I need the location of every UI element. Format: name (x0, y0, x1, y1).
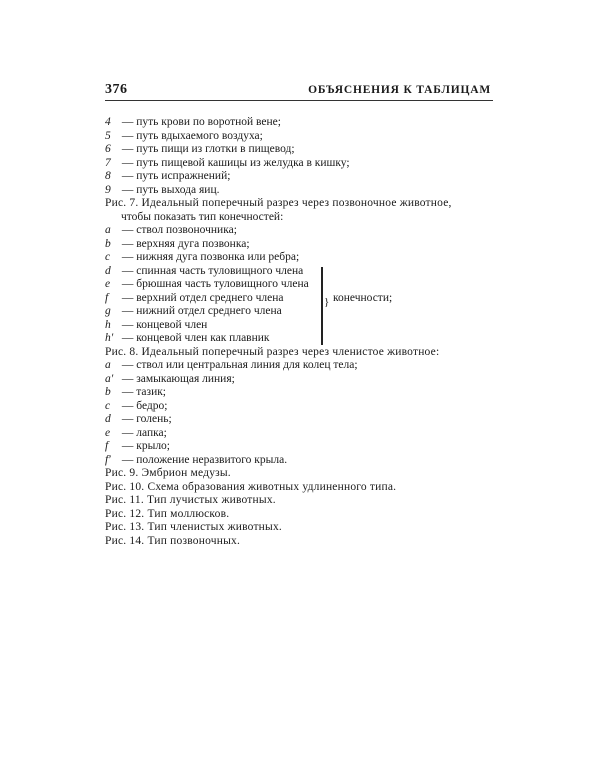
item-text: — путь пищи из глотки в пищевод; (121, 143, 295, 155)
item-text: — концевой член как плавник (121, 332, 270, 344)
item-text: — спинная часть туловищного члена (121, 264, 304, 277)
list-item (105, 224, 505, 238)
item-text: — верхняя дуга позвонка; (121, 237, 250, 250)
item-label: a (105, 359, 111, 371)
item-text: — замыкающая линия; (121, 372, 235, 385)
list-item (105, 332, 505, 346)
item-label: g (105, 305, 111, 317)
brace-bar (321, 267, 323, 345)
item-text: — путь испражнений; (121, 170, 231, 182)
item-label: a (105, 224, 111, 236)
item-text: — концевой член (121, 318, 208, 331)
figure-caption: Рис. 10. Схема образования животных удлиненного типа. (105, 480, 397, 493)
item-label: a′ (105, 372, 114, 385)
figure-caption: Рис. 9. Эмбрион медузы. (105, 467, 231, 479)
list-item (105, 184, 505, 198)
item-text: — нижний отдел среднего члена (121, 305, 282, 317)
list-item (105, 400, 505, 414)
item-text: — бедро; (121, 399, 168, 412)
item-label: c (105, 251, 111, 263)
item-label: 5 (105, 129, 111, 142)
page-body (105, 116, 505, 548)
list-item (105, 319, 505, 333)
item-label: d (105, 264, 111, 277)
item-label: f (105, 440, 109, 452)
item-text: — положение неразвитого крыла. (121, 453, 288, 466)
list-item (105, 305, 505, 319)
item-text: — путь крови по воротной вене; (121, 116, 281, 128)
item-text: — брюшная часть туловищного члена (121, 278, 309, 290)
item-text: — нижняя дуга позвонка или ребра; (121, 251, 300, 263)
item-label: e (105, 426, 111, 439)
item-label: f (105, 291, 109, 304)
item-label: c (105, 399, 111, 412)
item-label: f′ (105, 453, 111, 466)
item-text: — ствол или центральная линия для колец тела; (121, 359, 358, 371)
item-text: — путь вдыхаемого воздуха; (121, 129, 263, 142)
figure-caption: Рис. 14. Тип позвоночных. (105, 534, 241, 547)
page-header (105, 82, 493, 101)
list-item (105, 157, 505, 171)
figure-caption: Рис. 13. Тип членистых животных. (105, 521, 282, 533)
item-text: — ствол позвоночника; (121, 224, 237, 236)
item-text: — голень; (121, 413, 172, 425)
item-label: e (105, 278, 111, 290)
item-label: b (105, 386, 111, 398)
list-item (105, 170, 505, 184)
item-text: — верхний отдел среднего члена (121, 291, 284, 304)
list-item (105, 359, 505, 373)
item-label: 4 (105, 116, 111, 128)
intro-list (105, 116, 505, 197)
figure-caption: Рис. 11. Тип лучистых животных. (105, 494, 276, 506)
item-label: 6 (105, 143, 111, 155)
list-item (105, 278, 505, 292)
brace-tick: } (324, 295, 330, 308)
brace-label: конечности; (333, 291, 393, 304)
item-text: — тазик; (121, 386, 166, 398)
item-text: — лапка; (121, 426, 167, 439)
list-item (105, 265, 505, 279)
list-item (105, 130, 505, 144)
list-item (105, 454, 505, 468)
figure-caption: Рис. 12. Тип моллюсков. (105, 507, 230, 520)
item-label: b (105, 237, 111, 250)
remaining-captions (105, 467, 505, 548)
item-label: 9 (105, 183, 111, 196)
fig8-caption: Рис. 8. Идеальный поперечный разрез через членистое животное: (105, 345, 440, 358)
list-item (105, 373, 505, 387)
fig8-section (105, 346, 505, 468)
list-item (105, 440, 505, 454)
item-label: h (105, 318, 111, 331)
list-item (105, 238, 505, 252)
list-item (105, 292, 505, 306)
item-text: — путь выхода яиц. (121, 183, 220, 196)
fig7-caption: Рис. 7. Идеальный поперечный разрез через позвоночное животное, (105, 197, 452, 209)
running-head: ОБЪЯСНЕНИЯ К ТАБЛИЦАМ (308, 84, 491, 96)
item-label: d (105, 413, 111, 425)
list-item (105, 386, 505, 400)
item-label: 7 (105, 156, 111, 169)
fig7-caption-continuation: чтобы показать тип конечностей: (121, 210, 284, 223)
fig7-section (105, 197, 505, 346)
limbs-group (105, 265, 505, 346)
page-number: 376 (105, 82, 128, 97)
list-item (105, 427, 505, 441)
list-item (105, 413, 505, 427)
item-label: 8 (105, 170, 111, 182)
item-text: — путь пищевой кашицы из желудка в кишку; (121, 156, 350, 169)
item-label: h′ (105, 332, 114, 344)
list-item (105, 143, 505, 157)
list-item (105, 116, 505, 130)
list-item (105, 251, 505, 265)
item-text: — крыло; (121, 440, 170, 452)
